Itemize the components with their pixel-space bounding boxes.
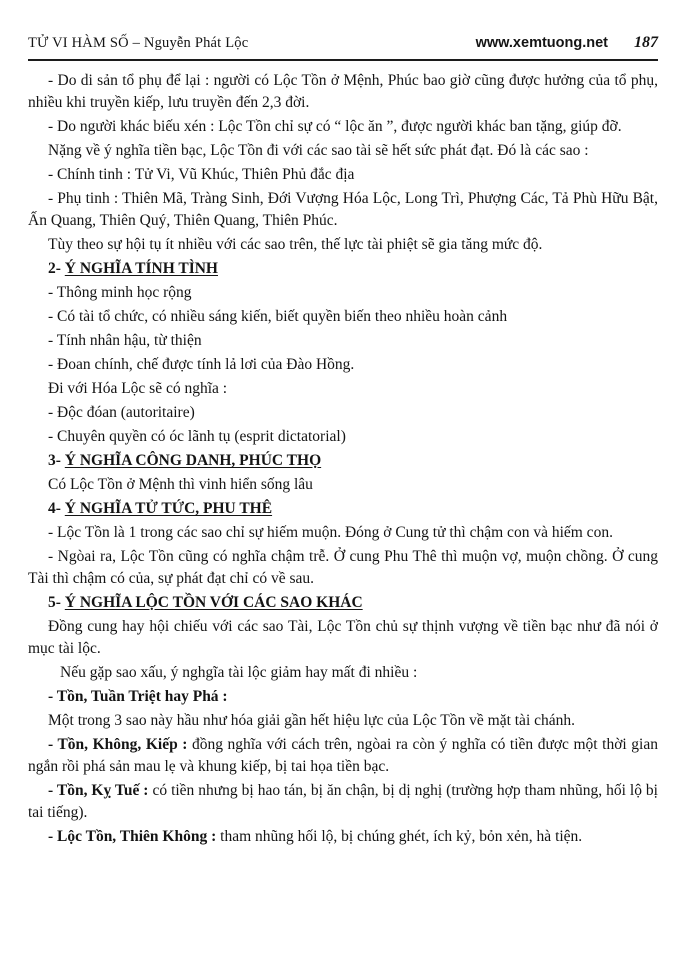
paragraph-lead: - Tồn, Tuần Triệt hay Phá : — [48, 688, 228, 705]
paragraph-lead: - Lộc Tồn, Thiên Không : — [48, 828, 217, 845]
paragraph — [28, 686, 658, 708]
section-heading — [28, 258, 658, 280]
paragraph: - Có tài tổ chức, có nhiều sáng kiến, biết quyền biến theo nhiều hoàn cảnh — [48, 308, 508, 325]
section-number: 4- — [48, 500, 65, 517]
section-heading — [28, 592, 658, 614]
paragraph-lead: - Tồn, Kỵ Tuế : — [48, 782, 149, 799]
paragraph: - Chính tinh : Tử Vi, Vũ Khúc, Thiên Phủ đắc địa — [48, 166, 355, 183]
paragraph: - Do di sản tổ phụ để lại : người có Lộc Tồn ở Mệnh, Phúc bao giờ cũng được hưởng của tổ phụ, nhiều khi truyền kiếp, lưu truyền đến 2,3 đời. — [28, 72, 658, 111]
paragraph-lead: - Tồn, Không, Kiếp : — [48, 736, 188, 753]
paragraph: Nếu gặp sao xấu, ý nghgĩa tài lộc giảm hay mất đi nhiều : — [60, 664, 418, 681]
paragraph: Đi với Hóa Lộc sẽ có nghĩa : — [48, 380, 228, 397]
paragraph: - Do người khác biếu xén : Lộc Tồn chỉ sự có “ lộc ăn ”, được người khác ban tặng, giúp đỡ. — [48, 118, 622, 135]
section-heading — [28, 450, 658, 472]
paragraph-text: tham nhũng hối lộ, bị chúng ghét, ích kỷ, bỏn xẻn, hà tiện. — [216, 828, 583, 845]
book-title: TỬ VI HÀM SỐ – Nguyễn Phát Lộc — [28, 35, 249, 51]
section-title: Ý NGHĨA CÔNG DANH, PHÚC THỌ — [64, 452, 322, 469]
paragraph: - Lộc Tồn là 1 trong các sao chỉ sự hiếm muộn. Đóng ở Cung tử thì chậm con và hiếm con. — [48, 524, 613, 541]
paragraph-text: đồng nghĩa với cách trên, ngòai ra còn ý nghĩa có tiền được một thời gian ngắn rồi phá sản mau lẹ và khung kiếp, bị tai họa tiền bạc. — [28, 736, 658, 775]
paragraph: - Tính nhân hậu, từ thiện — [48, 332, 202, 349]
page-body — [28, 70, 658, 848]
paragraph — [28, 734, 658, 778]
paragraph: - Thông minh học rộng — [48, 284, 192, 301]
header-right — [476, 34, 658, 52]
paragraph: - Phụ tinh : Thiên Mã, Tràng Sinh, Đới Vượng Hóa Lộc, Long Trì, Phượng Các, Tả Phù Hữu Bật, Ấn Quang, Thiên Quý, Thiên Quang, Thiên Phúc. — [28, 190, 658, 229]
page-header — [28, 34, 658, 52]
paragraph: Tùy theo sự hội tụ ít nhiều với các sao trên, thế lực tài phiệt sẽ gia tăng mức độ. — [48, 236, 543, 253]
header-divider — [28, 59, 658, 61]
paragraph-text: có tiền nhưng bị hao tán, bị ăn chận, bị dị nghị (trường hợp tham nhũng, hối lộ bị tai tiếng). — [28, 782, 658, 821]
section-title: Ý NGHĨA TÍNH TÌNH — [64, 260, 218, 277]
paragraph: - Độc đóan (autoritaire) — [48, 404, 195, 421]
paragraph: - Đoan chính, chế được tính lả lơi của Đào Hồng. — [48, 356, 355, 373]
paragraph: Nặng về ý nghĩa tiền bạc, Lộc Tồn đi với các sao tài sẽ hết sức phát đạt. Đó là các sao : — [48, 142, 589, 159]
section-title: Ý NGHĨA TỬ TỨC, PHU THÊ — [64, 500, 273, 517]
section-number: 2- — [48, 260, 65, 277]
paragraph: - Ngòai ra, Lộc Tồn cũng có nghĩa chậm trễ. Ở cung Phu Thê thì muộn vợ, muộn chồng. Ở cung Tài thì chậm có của, sự phát đạt chỉ có về sau. — [28, 548, 658, 587]
section-heading — [28, 498, 658, 520]
section-number: 5- — [48, 594, 65, 611]
paragraph: - Chuyên quyền có óc lãnh tụ (esprit dictatorial) — [48, 428, 346, 445]
website-text: www.xemtuong.net — [475, 35, 608, 51]
page-number: 187 — [634, 34, 658, 51]
section-number: 3- — [48, 452, 65, 469]
paragraph: Một trong 3 sao này hầu như hóa giải gần hết hiệu lực của Lộc Tồn về mặt tài chánh. — [48, 712, 576, 729]
section-title: Ý NGHĨA LỘC TỒN VỚI CÁC SAO KHÁC — [64, 594, 363, 611]
paragraph — [28, 780, 658, 824]
paragraph: Đồng cung hay hội chiếu với các sao Tài, Lộc Tồn chủ sự thịnh vượng về tiền bạc như đã nói ở mục tài lộc. — [28, 618, 658, 657]
paragraph: Có Lộc Tồn ở Mệnh thì vinh hiển sống lâu — [48, 476, 313, 493]
paragraph — [28, 826, 658, 848]
